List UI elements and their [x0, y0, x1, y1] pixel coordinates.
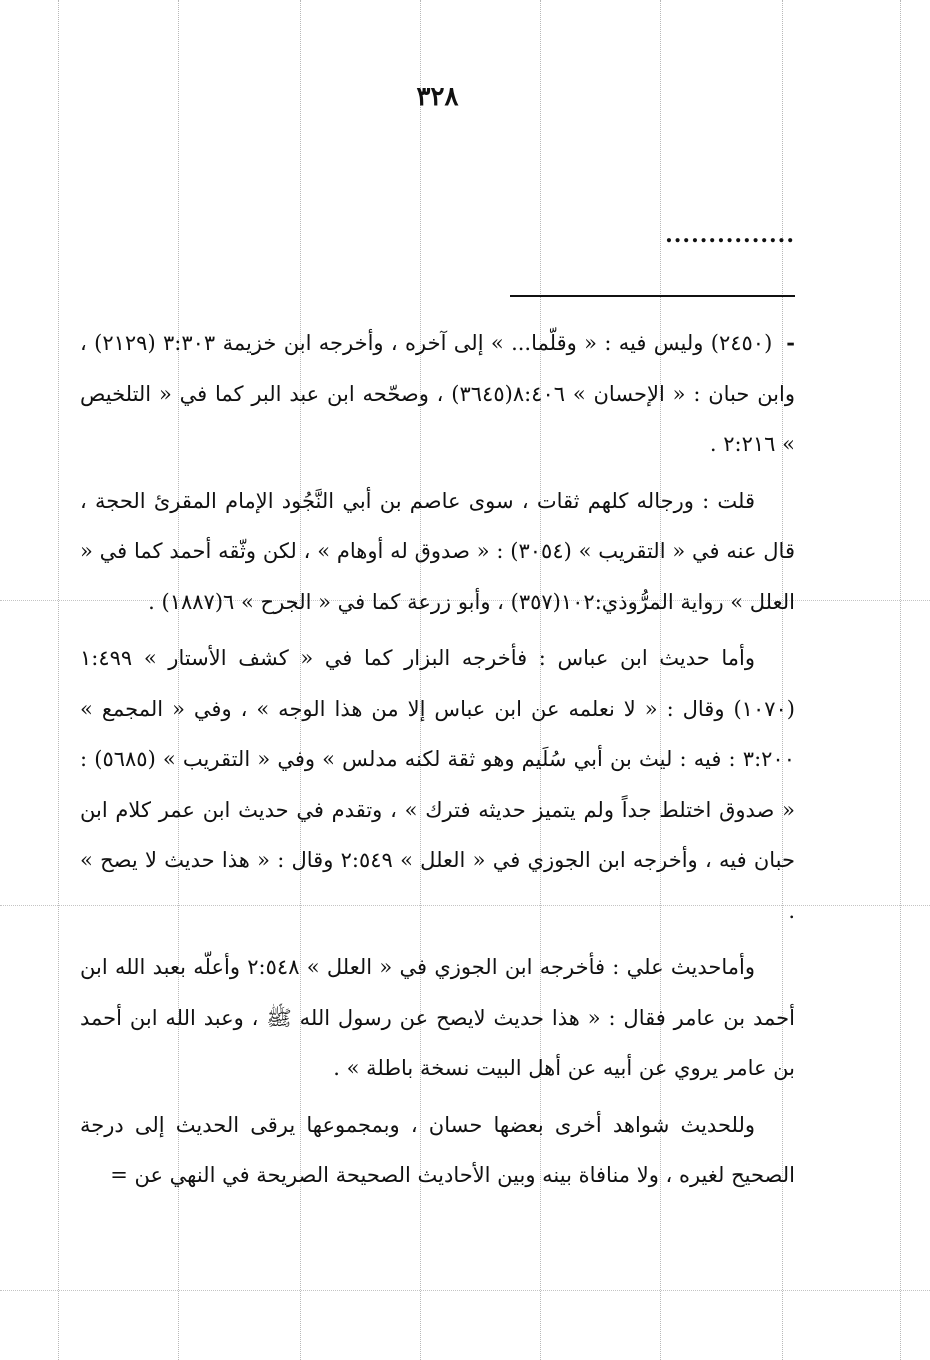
- footnote-paragraph: [80, 318, 795, 470]
- footnote-text: [80, 318, 795, 1207]
- footnote-paragraph: قلت : ورجاله كلهم ثقات ، سوى عاصم بن أبي النَّجُود الإمام المقرئ الحجة ، قال عنه في « التقريب » (٣٠٥٤) : « صدوق له أوهام » ، لكن وثّقه أحمد كما في « العلل » رواية المرُّوذي:١٠٢(٣٥٧) ، وأبو زرعة كما في « الجرح » ٦(١٨٨٧) .: [80, 488, 795, 614]
- scan-guide-line: [900, 0, 901, 1360]
- footnote-paragraph: وللحديث شواهد أخرى بعضها حسان ، وبمجموعها يرقى الحديث إلى درجة الصحيح لغيره ، ولا منافاة بينه وبين الأحاديث الصحيحة الصريحة في النهي عن =: [80, 1112, 795, 1187]
- paragraph-text: (٢٤٥٠) وليس فيه : « وقلّما... » إلى آخره ، وأخرجه ابن خزيمة ٣:٣٠٣ (٢١٢٩) ، وابن حبان : « الإحسان » ٨:٤٠٦(٣٦٤٥) ، وصحّحه ابن عبد البر كما في « التلخيص » ٢:٢١٦ .: [80, 331, 795, 456]
- footnote-paragraph: وأما حديث ابن عباس : فأخرجه البزار كما في « كشف الأستار » ١:٤٩٩ (١٠٧٠) وقال : « لا نعلمه عن ابن عباس إلا من هذا الوجه » ، وفي « المجمع » ٣:٢٠٠ : فيه : ليث بن أبي سُلَيم وهو ثقة لكنه مدلس » وفي « التقريب » (٥٦٨٥) : « صدوق اختلط جداً ولم يتميز حديثه فترك » ، وتقدم في حديث ابن عمر كلام ابن حبان فيه ، وأخرجه ابن الجوزي في « العلل » ٢:٥٤٩ وقال : « هذا حديث لا يصح » .: [80, 646, 795, 923]
- footnote-paragraph: وأماحديث علي : فأخرجه ابن الجوزي في « العلل » ٢:٥٤٨ وأعلّه بعبد الله ابن أحمد بن عامر فقال : « هذا حديث لايصح عن رسول الله ﷺ ، وعبد الله ابن أحمد بن عامر يروي عن أبيه عن أهل البيت نسخة باطلة » .: [80, 955, 795, 1080]
- footnote-lead-dash: -: [786, 330, 795, 355]
- footnote-separator: [510, 295, 795, 297]
- document-page: [80, 0, 795, 1360]
- page-number: ٣٢٨: [416, 82, 459, 112]
- scan-guide-line: [58, 0, 59, 1360]
- continuation-dots: ...............: [665, 222, 795, 248]
